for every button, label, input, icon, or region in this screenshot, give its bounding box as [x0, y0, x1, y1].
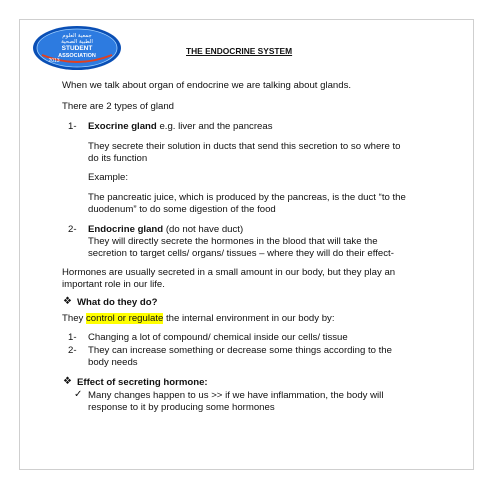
gland2-rest: (do not have duct)	[163, 224, 244, 235]
gland1-heading	[88, 121, 273, 132]
logo-arabic-2: الطبية الصحية	[61, 39, 93, 45]
control-before: They	[62, 313, 86, 324]
effect-line1: Many changes happen to us >> if we have inflammation, the body will	[88, 390, 384, 401]
gland2-number: 2-	[68, 224, 77, 235]
item2-number: 2-	[68, 345, 77, 356]
types-intro: There are 2 types of gland	[62, 101, 174, 112]
gland1-name: Exocrine gland	[88, 121, 157, 132]
gland1-rest: e.g. liver and the pancreas	[156, 121, 273, 132]
checkmark-bullet-icon: ✓	[74, 389, 83, 400]
logo-word1: STUDENT	[61, 45, 93, 52]
control-after: the internal environment in our body by:	[163, 313, 335, 324]
gland2-name: Endocrine gland	[88, 224, 164, 235]
what-heading: What do they do?	[77, 297, 158, 308]
control-line	[62, 313, 335, 324]
gland1-number: 1-	[68, 121, 77, 132]
example-line2: duodenum” to do some digestion of the food	[88, 204, 276, 215]
example-line1: The pancreatic juice, which is produced by the pancreas, is the duct “to the	[88, 192, 406, 203]
gland2-desc-line1: They will directly secrete the hormones in the blood that will take the	[88, 236, 378, 247]
page-title: THE ENDOCRINE SYSTEM	[186, 46, 293, 56]
item2-text: They can increase something or decrease some things according to the	[88, 345, 392, 356]
gland1-desc-line1: They secrete their solution in ducts that send this secretion to so where to	[88, 141, 401, 152]
hormones-line1: Hormones are usually secreted in a small amount in our body, but they play an	[62, 267, 396, 278]
student-association-logo	[32, 25, 122, 71]
item1-text: Changing a lot of compound/ chemical inside our cells/ tissue	[88, 332, 348, 343]
control-highlight: control or regulate	[86, 313, 164, 324]
logo-arabic-1: جمعية العلوم	[62, 33, 92, 39]
example-label: Example:	[88, 172, 128, 183]
gland2-heading	[88, 224, 243, 235]
effect-heading: Effect of secreting hormone:	[77, 377, 208, 388]
hormones-line2: important role in our life.	[62, 279, 165, 290]
logo-year: 2013	[48, 58, 60, 64]
gland1-desc-line2: do its function	[88, 153, 148, 164]
effect-line2: response to it by producing some hormones	[88, 402, 275, 413]
item2-continuation: body needs	[88, 357, 138, 368]
intro-text: When we talk about organ of endocrine we are talking about glands.	[62, 80, 352, 91]
gland2-desc-line2: secretion to target cells/ organs/ tissues – where they will do their effect-	[88, 248, 394, 259]
logo-word2: ASSOCIATION	[58, 53, 96, 59]
item1-number: 1-	[68, 332, 77, 343]
diamond-bullet-icon: ❖	[63, 376, 72, 387]
diamond-bullet-icon: ❖	[63, 296, 72, 307]
